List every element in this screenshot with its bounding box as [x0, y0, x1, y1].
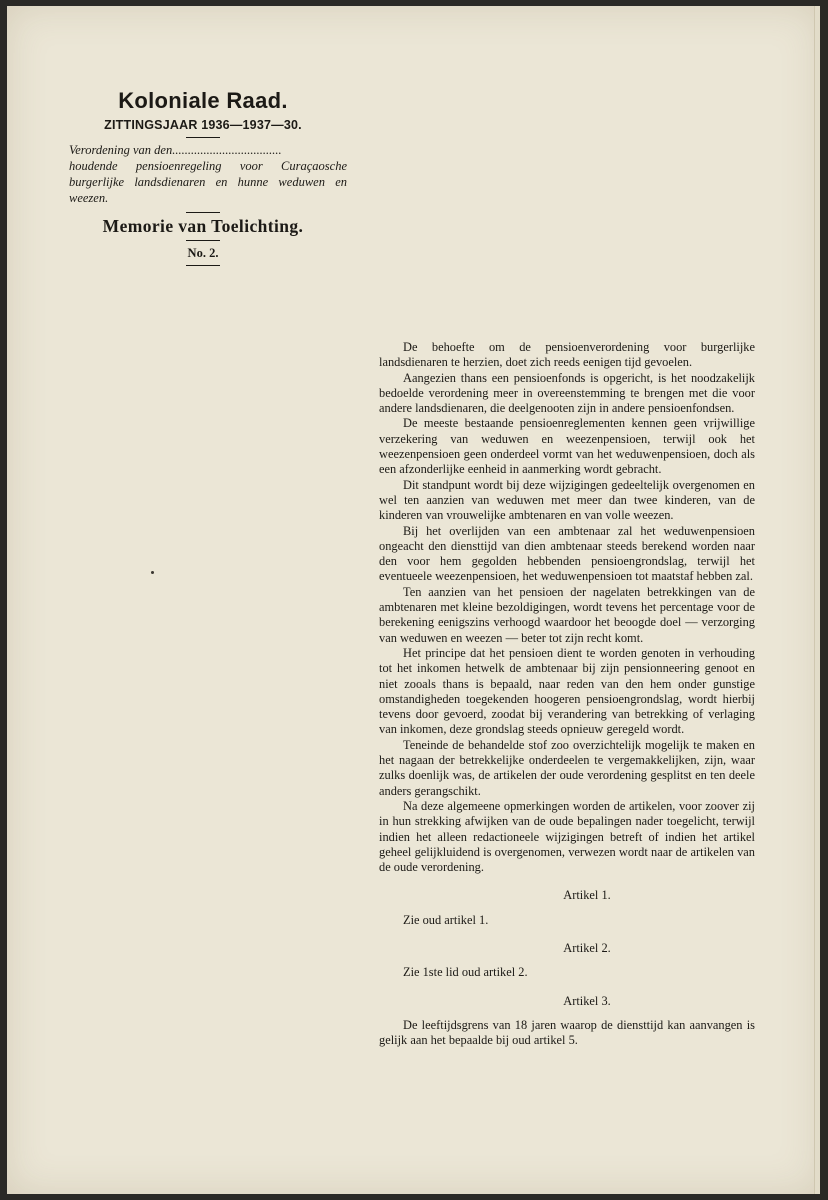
ordinance-subject: Verordening van den................................... houdende pensioenregeling voor Curaçaosche burgerlijke landsdienaren en hunne weduwen en weezen. [69, 143, 347, 205]
document-page [7, 6, 820, 1194]
article-text: Zie oud artikel 1. [403, 912, 489, 927]
header-block [59, 88, 347, 266]
divider [186, 265, 220, 266]
article-text: De leeftijdsgrens van 18 jaren waarop de diensttijd kan aanvangen is gelijk aan het bepaalde bij oud artikel 5. [379, 1017, 755, 1048]
body-text [379, 340, 755, 1048]
paragraph: Ten aanzien van het pensioen der nagelaten betrekkingen van de ambtenaren met kleine bezoldigingen, wordt tevens het percentage voor de berekening eenigszins verhoogd waardoor het beoogde doel — verzorging van weduwen en weezen — beter tot zijn recht komt. [379, 584, 755, 645]
document-number: No. 2. [187, 246, 219, 260]
paragraph: Aangezien thans een pensioenfonds is opgericht, is het noodzakelijk bedoelde verordening meer in overeenstemming te brengen met die voor andere landsdienaren, die deelgenooten zijn in andere pensioenfondsen. [379, 370, 755, 416]
paragraph: Het principe dat het pensioen dient te worden genoten in verhouding tot het inkomen hetwelk de ambtenaar bij zijn pensionneering genoot en niet zooals thans is bepaald, naar reden van den hem onder gunstige omstandigheden toegekenden hoogeren pensioengrondslag, wordt hierbij tevens door gevoerd, zoodat bij verandering van betrekking of verlaging van inkomen, deze grondslag steeds opnieuw geregeld wordt. [379, 645, 755, 737]
paragraph: Bij het overlijden van een ambtenaar zal het weduwenpensioen ongeacht den diensttijd van dien ambtenaar steeds berekend worden naar den voor hem gegolden hebbenden pensioengrondslag, terwijl het eventueele weezenpensioen, het weduwenpensioen tot maatstaf hebben zal. [379, 523, 755, 584]
divider [186, 137, 220, 138]
divider [186, 212, 220, 213]
paragraph: Na deze algemeene opmerkingen worden de artikelen, voor zoover zij in hun strekking afwijken van de oude bepalingen nader toegelicht, terwijl indien het alleen redactioneele wijzigingen betreft of indien het artikel geheel gelijkluidend is overgenomen, verwezen wordt naar de artikelen van de oude verordening. [379, 798, 755, 875]
article-heading: Artikel 1. [563, 888, 611, 903]
article-text: Zie 1ste lid oud artikel 2. [403, 965, 528, 980]
paragraph: Teneinde de behandelde stof zoo overzichtelijk mogelijk te maken en het nagaan der betrekkelijke onderdeelen te vergemakkelijken, zijn, waar zulks doenlijk was, de artikelen der oude verordening gesplitst en ten deele anders gerangschikt. [379, 737, 755, 798]
paragraph: De behoefte om de pensioenverordening voor burgerlijke landsdienaren te herzien, doet zich reeds eenigen tijd gevoelen. [379, 340, 755, 370]
article-heading: Artikel 2. [563, 940, 611, 955]
paragraph: De meeste bestaande pensioenreglementen kennen geen vrijwillige verzekering van weduwen en weezenpensioen, terwijl ook het weezenpensioen geen onderdeel vormt van het weduwenpensioen, doch als een afzonderlijke eenheid in aanmerking wordt gebracht. [379, 416, 755, 477]
memorie-heading: Memorie van Toelichting. [102, 216, 304, 236]
paragraph: Dit standpunt wordt bij deze wijzigingen gedeeltelijk overgenomen en wel ten aanzien van weduwen met meer dan twee kinderen, van de kinderen van vrouwelijke ambtenaren en van volle weezen. [379, 477, 755, 523]
divider [186, 240, 220, 241]
page-edge [814, 6, 820, 1194]
council-title: Koloniale Raad. [118, 88, 288, 113]
article-heading: Artikel 3. [563, 993, 611, 1008]
session-year: ZITTINGSJAAR 1936—1937—30. [104, 118, 302, 132]
ink-spot [151, 571, 154, 574]
